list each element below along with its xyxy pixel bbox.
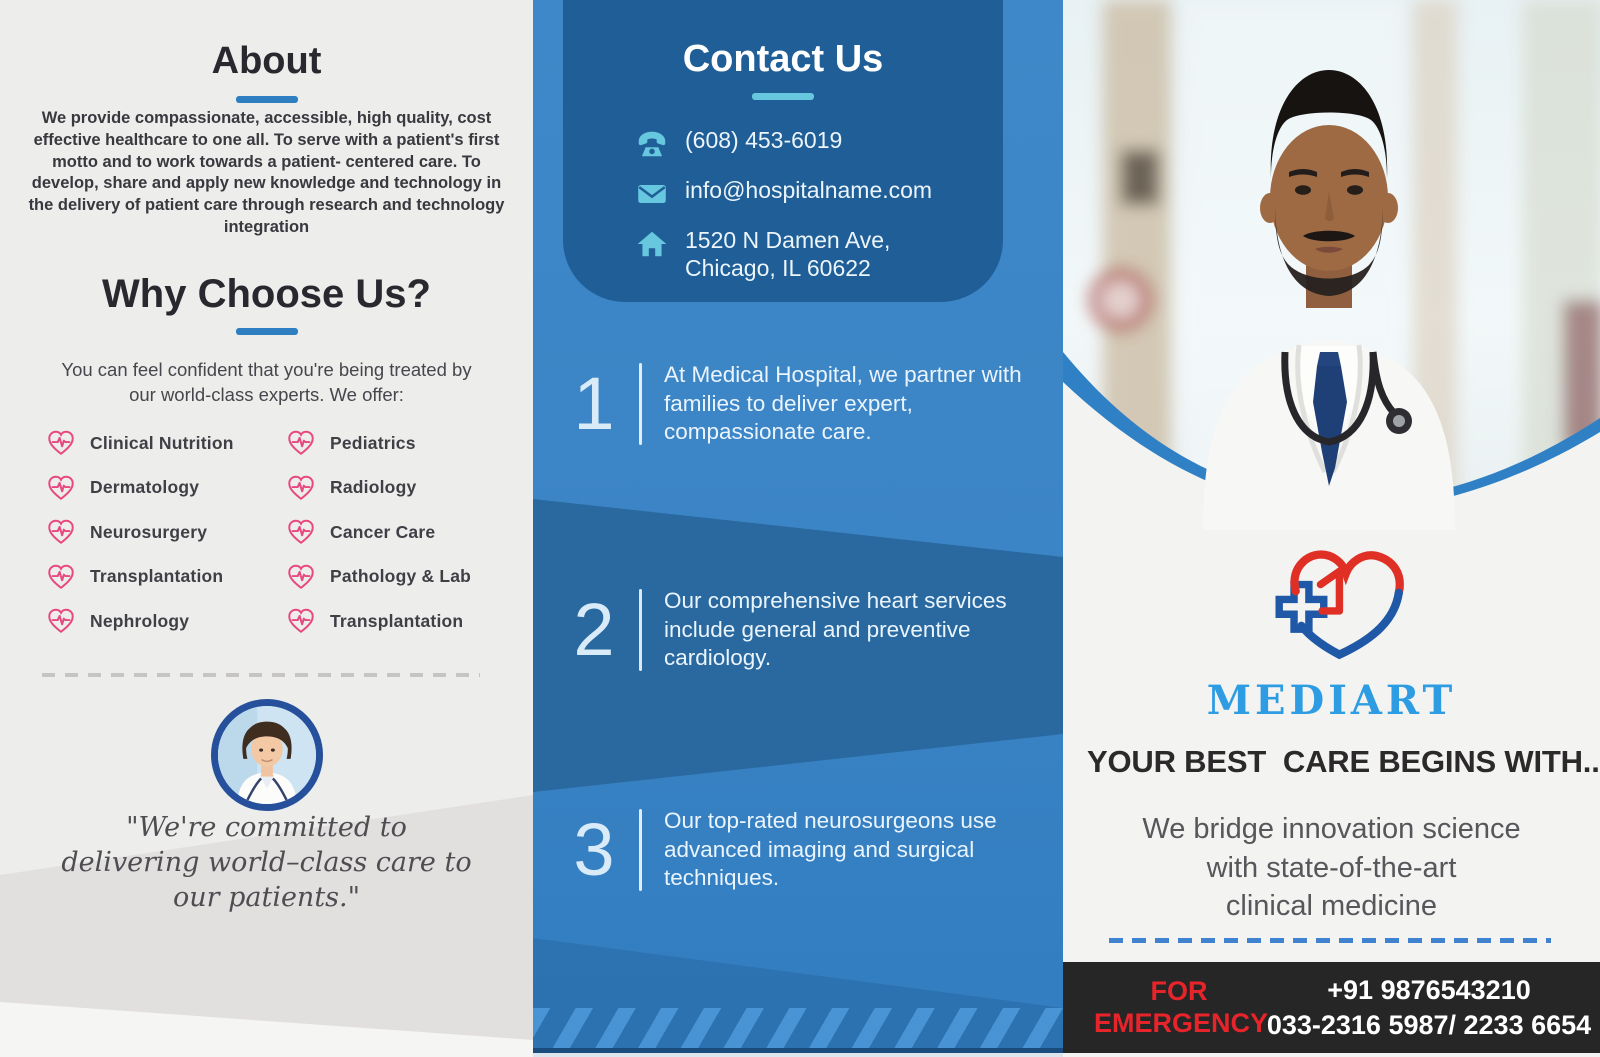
contact-email-row xyxy=(635,176,1003,211)
service-row xyxy=(46,466,506,511)
about-title: About xyxy=(211,40,322,82)
service-item xyxy=(46,562,286,592)
service-label: Transplantation xyxy=(90,566,224,587)
service-item xyxy=(286,606,506,636)
point-text: Our comprehensive heart services include general and preventive cardiology. xyxy=(664,587,1007,671)
service-label: Dermatology xyxy=(90,477,200,498)
home-icon xyxy=(635,227,669,261)
service-label: Cancer Care xyxy=(330,521,436,542)
heart-pulse-icon xyxy=(286,473,316,503)
emergency-label xyxy=(1094,975,1269,1040)
service-row xyxy=(46,421,506,466)
left-panel xyxy=(0,0,533,1057)
heart-pulse-icon xyxy=(286,428,316,458)
blue-dashed-divider xyxy=(1109,938,1551,943)
contact-phone-row xyxy=(635,126,1003,161)
doctor-avatar xyxy=(211,699,323,811)
service-row xyxy=(46,510,506,555)
point-divider xyxy=(639,809,642,891)
emergency-phone-1: +91 9876543210 xyxy=(1327,974,1531,1005)
point-number: 2 xyxy=(573,588,615,671)
quote-line: delivering world–class care to xyxy=(61,847,472,879)
service-label: Nephrology xyxy=(90,610,190,631)
emergency-bar xyxy=(1063,962,1600,1053)
right-panel xyxy=(1063,0,1600,1057)
services-list xyxy=(46,421,506,644)
tagline-line: We bridge innovation science xyxy=(1142,813,1521,845)
service-label: Radiology xyxy=(330,477,417,498)
heart-pulse-icon xyxy=(46,562,76,592)
service-label: Transplantation xyxy=(330,610,464,631)
heart-pulse-icon xyxy=(46,517,76,547)
middle-panel xyxy=(533,0,1063,1057)
middle-bottom-edge xyxy=(533,1053,1063,1057)
mediart-heart-cross-logo xyxy=(1232,540,1432,672)
service-label: Clinical Nutrition xyxy=(90,432,234,453)
contact-phone: (608) 453-6019 xyxy=(685,127,843,153)
emergency-phones xyxy=(1264,973,1600,1042)
service-item xyxy=(46,517,286,547)
address-line-1: 1520 N Damen Ave, xyxy=(685,227,891,253)
female-doctor-illustration xyxy=(218,706,316,804)
service-item xyxy=(46,606,286,636)
contact-address-row xyxy=(635,226,1003,282)
contact-address xyxy=(685,226,890,282)
contact-title: Contact Us xyxy=(682,38,884,80)
doctor-photo xyxy=(1063,0,1600,530)
quote-line: "We're committed to xyxy=(126,812,407,843)
heart-pulse-icon xyxy=(286,606,316,636)
point-divider xyxy=(639,363,642,445)
emergency-label-line: FOR xyxy=(1150,975,1208,1006)
why-intro: You can feel confident that you're being treated by our world-class experts. We offer: xyxy=(61,359,472,405)
point-text: At Medical Hospital, we partner with families to deliver expert, compassionate care. xyxy=(664,361,1022,445)
point-number: 3 xyxy=(573,808,615,891)
service-item xyxy=(46,473,286,503)
emergency-phone-2: 033-2316 5987/ 2233 6654 xyxy=(1266,1009,1592,1040)
why-underline xyxy=(236,328,298,335)
heart-pulse-icon xyxy=(46,473,76,503)
care-heading: YOUR BEST CARE BEGINS WITH.. xyxy=(1087,744,1600,779)
contact-underline xyxy=(752,93,814,100)
service-item xyxy=(286,517,506,547)
point-1 xyxy=(533,346,1063,462)
emergency-label-line: EMERGENCY xyxy=(1094,1007,1269,1038)
heart-pulse-icon xyxy=(46,606,76,636)
quote xyxy=(40,810,493,915)
middle-stripe-band xyxy=(533,1008,1063,1048)
service-label: Pediatrics xyxy=(330,432,416,453)
service-item xyxy=(286,473,506,503)
tagline-line: with state-of-the-art xyxy=(1206,851,1457,884)
service-label: Neurosurgery xyxy=(90,521,208,542)
service-row xyxy=(46,599,506,644)
about-underline xyxy=(236,96,298,103)
contact-email: info@hospitalname.com xyxy=(685,177,933,203)
quote-line: our patients." xyxy=(172,882,361,914)
heart-pulse-icon xyxy=(46,428,76,458)
brand-logo xyxy=(1192,540,1472,724)
point-number: 1 xyxy=(573,362,615,445)
heart-pulse-icon xyxy=(286,517,316,547)
service-item xyxy=(286,428,506,458)
point-text: Our top-rated neurosurgeons use advanced imaging and surgical techniques. xyxy=(664,807,997,891)
service-item xyxy=(46,428,286,458)
dashed-divider xyxy=(42,673,480,677)
service-label: Pathology & Lab xyxy=(330,566,472,587)
heart-pulse-icon xyxy=(286,562,316,592)
why-choose-us-title: Why Choose Us? xyxy=(102,272,431,316)
service-row xyxy=(46,555,506,600)
brand-name: MEDIART xyxy=(1206,677,1457,724)
mail-icon xyxy=(635,177,669,211)
point-2 xyxy=(533,572,1063,688)
service-item xyxy=(286,562,506,592)
point-3 xyxy=(533,792,1063,908)
tagline-line: clinical medicine xyxy=(1225,890,1438,923)
about-body: We provide compassionate, accessible, high quality, cost effective healthcare to one all. To serve with a patient's first motto and to work towards a patient- centered care. To develop, share and apply new knowledge and technology in the delivery of patient care through research and technology integration xyxy=(28,109,505,236)
contact-card xyxy=(563,0,1003,302)
point-divider xyxy=(639,589,642,671)
address-line-2: Chicago, IL 60622 xyxy=(685,255,871,282)
phone-icon xyxy=(635,127,669,161)
tagline xyxy=(1063,810,1600,926)
